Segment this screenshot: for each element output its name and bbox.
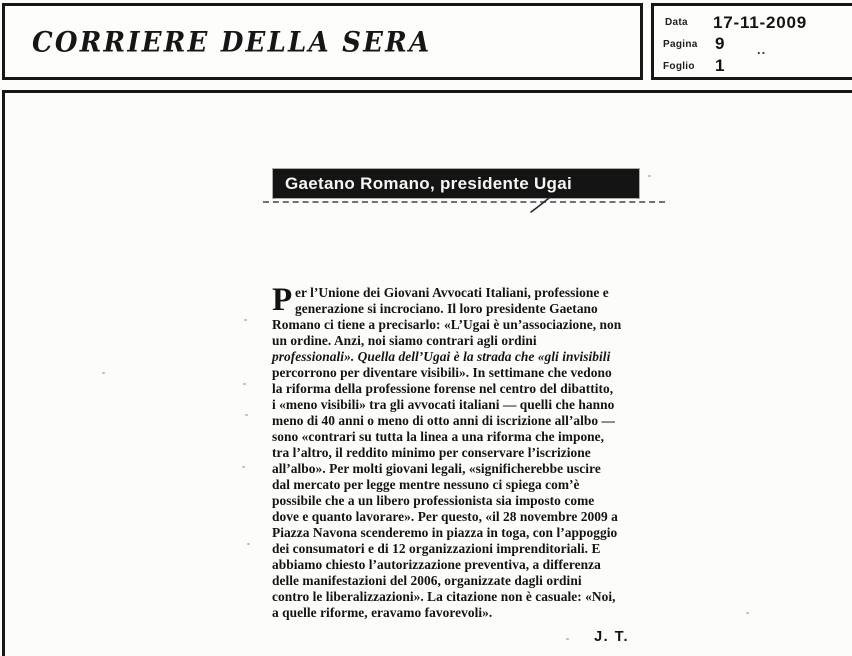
scan-speck xyxy=(244,319,247,321)
article-line: i «meno visibili» tra gli avvocati italiani — quelli che hanno xyxy=(272,397,615,412)
scan-speck xyxy=(242,466,245,468)
date-label: Data xyxy=(665,17,688,28)
headline-underline xyxy=(263,201,665,203)
article-lines xyxy=(272,282,652,621)
page-label: Pagina xyxy=(663,39,698,50)
article-line: meno di 40 anni o meno di otto anni di iscrizione all’albo — xyxy=(272,413,616,428)
sheet-label: Foglio xyxy=(663,61,695,72)
handwritten-tick-icon xyxy=(530,197,550,213)
article-line: contro le liberalizzazioni». La citazione non è casuale: «Noi, xyxy=(272,589,616,604)
article-line: abbiamo chiesto l’autorizzazione preventiva, a differenza xyxy=(272,557,601,572)
article-headline: Gaetano Romano, presidente Ugai xyxy=(273,169,639,198)
scan-speck xyxy=(102,372,105,374)
article-byline: J. T. xyxy=(594,629,629,645)
article-line: sono «contrari su tutta la linea a una riforma che impone, xyxy=(272,429,605,444)
masthead-box xyxy=(2,3,643,80)
date-value: 17-11-2009 xyxy=(713,13,808,32)
article-line: all’albo». Per molti giovani legali, «significherebbe uscire xyxy=(272,461,601,476)
article-line: un ordine. Anzi, noi siamo contrari agli ordini xyxy=(272,333,537,348)
scan-speck xyxy=(243,383,246,385)
article-line: possibile che a un libero professionista sia imposto come xyxy=(272,493,595,508)
scan-speck xyxy=(247,543,250,545)
article-line: la riforma della professione forense nel centro del dibattito, xyxy=(272,381,614,396)
drop-cap: P xyxy=(272,282,293,318)
page-value: 9 xyxy=(715,34,726,53)
article-line: dal mercato per legge mentre nessuno ci spiega com’è xyxy=(272,477,580,492)
article-line: generazione si incrociano. Il loro presidente Gaetano xyxy=(295,301,598,316)
publication-masthead: CORRIERE DELLA SERA xyxy=(32,26,432,60)
article-line: Romano ci tiene a precisarlo: «L’Ugai è un’associazione, non xyxy=(272,317,622,332)
article-line: percorrono per diventare visibili». In settimane che vedono xyxy=(272,365,612,380)
article-line: professionali». Quella dell’Ugai è la strada che «gli invisibili xyxy=(272,349,611,364)
article-line: Piazza Navona scenderemo in piazza in toga, con l’appoggio xyxy=(272,525,618,540)
scan-speck xyxy=(648,175,651,177)
article-line: a quelle riforme, eravamo favorevoli». xyxy=(272,605,493,620)
stamp-box xyxy=(651,3,852,80)
article-line: delle manifestazioni del 2006, organizzate dagli ordini xyxy=(272,573,582,588)
article-line: dove e quanto lavorare». Per questo, «il 28 novembre 2009 a xyxy=(272,509,618,524)
handwritten-ditto-mark: .. xyxy=(757,42,767,57)
sheet-value: 1 xyxy=(715,56,726,75)
scan-speck xyxy=(245,414,248,416)
article-line: dei consumatori e di 12 organizzazioni imprenditoriali. E xyxy=(272,541,601,556)
article-line: tra l’altro, il reddito minimo per conservare l’iscrizione xyxy=(272,445,591,460)
scan-speck xyxy=(746,612,749,614)
scan-speck xyxy=(566,638,569,640)
article-body xyxy=(272,282,652,621)
article-line: er l’Unione dei Giovani Avvocati Italiani, professione e xyxy=(295,285,609,300)
